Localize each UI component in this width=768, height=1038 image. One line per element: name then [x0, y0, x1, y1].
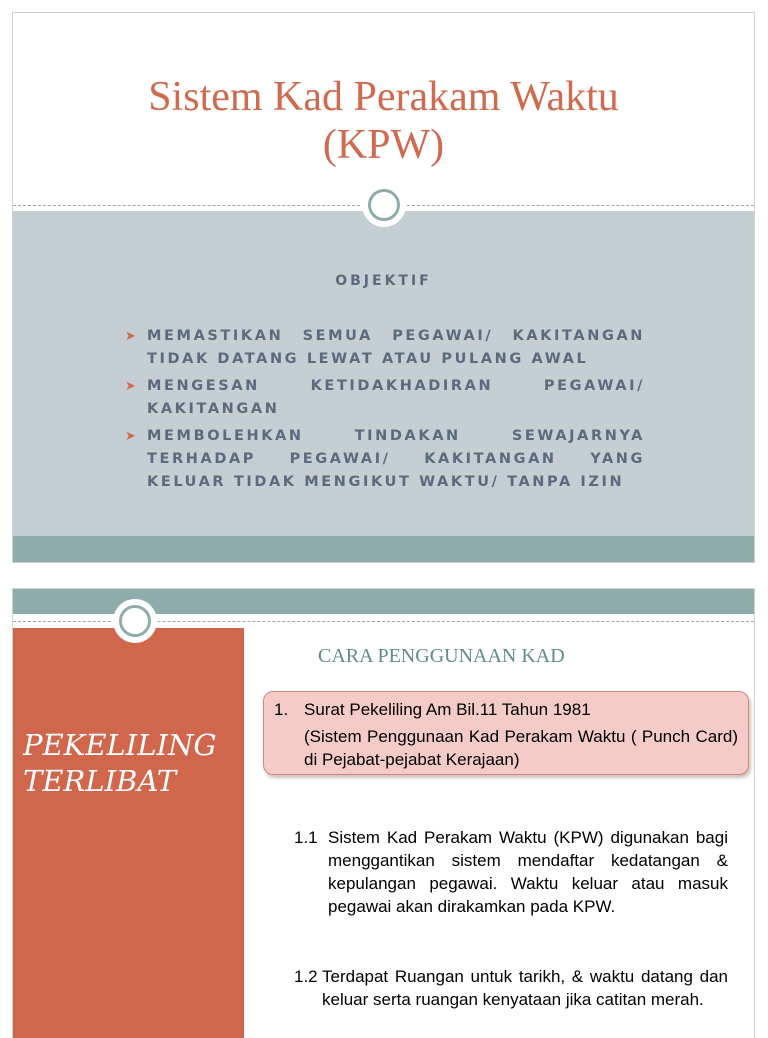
side-panel [13, 628, 244, 1038]
arrow-bullet-icon: ➤ [125, 379, 136, 394]
circle-ornament-icon [362, 183, 406, 227]
objective-item [125, 325, 645, 371]
paragraph-1-1 [294, 826, 728, 918]
slide-2 [12, 588, 755, 1038]
paragraph-number: 1.1 [294, 828, 318, 847]
objective-item [125, 425, 645, 494]
slide-title [13, 73, 754, 169]
footer-bar [13, 536, 754, 562]
objective-list [125, 325, 645, 498]
circular-callout-box [263, 691, 749, 775]
callout-subtitle: (Sistem Penggunaan Kad Perakam Waktu ( Punch Card) di Pejabat-pejabat Kerajaan) [304, 727, 738, 769]
slide-title-line2: (KPW) [322, 122, 445, 168]
slide-title-line1: Sistem Kad Perakam Waktu [148, 74, 619, 120]
arrow-bullet-icon: ➤ [125, 329, 136, 344]
paragraph-text: Sistem Kad Perakam Waktu (KPW) digunakan bagi menggantikan sistem mendaftar kedatangan & kepulangan pegawai. Waktu keluar atau masuk pegawai akan dirakamkan pada KPW. [328, 828, 728, 916]
objective-text: MEMBOLEHKAN TINDAKAN SEWAJARNYA TERHADAP PEGAWAI/ KAKITANGAN YANG KELUAR TIDAK MENGIKUT WAKTU/ TANPA IZIN [147, 428, 645, 490]
objective-heading: OBJEKTIF [335, 273, 432, 289]
objective-item [125, 375, 645, 421]
paragraph-1-2 [294, 965, 728, 1011]
callout-title: Surat Pekeliling Am Bil.11 Tahun 1981 [304, 700, 591, 719]
paragraph-text: Terdapat Ruangan untuk tarikh, & waktu datang dan keluar serta ruangan kenyataan jika catitan merah. [322, 967, 728, 1009]
circle-ornament-icon [113, 599, 157, 643]
arrow-bullet-icon: ➤ [125, 429, 136, 444]
side-title-line1: PEKELILING [23, 728, 217, 762]
paragraph-number: 1.2 [294, 967, 318, 986]
sub-heading: CARA PENGGUNAAN KAD [318, 645, 565, 667]
objective-text: MEMASTIKAN SEMUA PEGAWAI/ KAKITANGAN TIDAK DATANG LEWAT ATAU PULANG AWAL [147, 328, 645, 367]
objective-text: MENGESAN KETIDAKHADIRAN PEGAWAI/ KAKITANGAN [147, 378, 645, 417]
callout-number: 1. [274, 700, 289, 719]
side-title-line2: TERLIBAT [23, 764, 177, 798]
side-title [23, 727, 238, 799]
slide-1 [12, 12, 755, 563]
